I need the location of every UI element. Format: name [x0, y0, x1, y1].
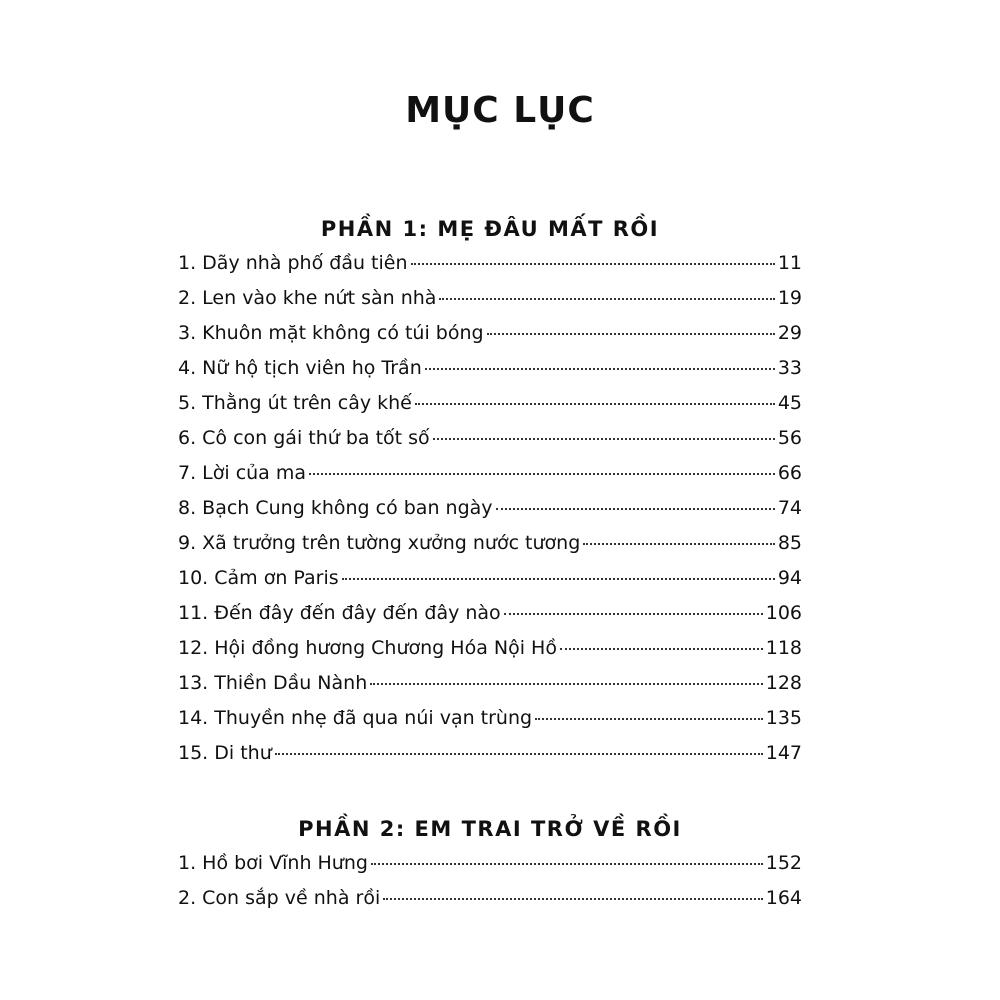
- dot-leader: [439, 298, 774, 300]
- toc-entry-list: [178, 846, 802, 916]
- dot-leader: [496, 508, 775, 510]
- dot-leader: [415, 403, 775, 405]
- toc-entry-title: 13. Thiền Dầu Nành: [178, 672, 368, 694]
- toc-entry-page-number: 11: [777, 252, 802, 274]
- toc-entry-title: 14. Thuyền nhẹ đã qua núi vạn trùng: [178, 707, 533, 729]
- toc-entry-page-number: 85: [777, 532, 802, 554]
- dot-leader: [370, 683, 762, 685]
- section-part-1: [178, 212, 802, 771]
- dot-leader: [583, 543, 775, 545]
- toc-entry-page-number: 128: [765, 672, 802, 694]
- toc-entry-page-number: 29: [777, 322, 802, 344]
- dot-leader: [425, 368, 775, 370]
- toc-entry[interactable]: [178, 386, 802, 421]
- toc-entry[interactable]: [178, 526, 802, 561]
- toc-entry-page-number: 19: [777, 287, 802, 309]
- section-heading: PHẦN 2: EM TRAI TRỞ VỀ RỒI: [298, 817, 682, 841]
- toc-entry[interactable]: [178, 561, 802, 596]
- toc-entry-page-number: 33: [777, 357, 802, 379]
- dot-leader: [275, 753, 763, 755]
- toc-entry[interactable]: [178, 881, 802, 916]
- toc-entry-title: 2. Con sắp về nhà rồi: [178, 887, 381, 909]
- toc-entry-page-number: 74: [777, 497, 802, 519]
- toc-entry-page-number: 118: [765, 637, 802, 659]
- toc-entry[interactable]: [178, 631, 802, 666]
- toc-entry-title: 1. Dãy nhà phố đầu tiên: [178, 252, 408, 274]
- toc-entry-title: 8. Bạch Cung không có ban ngày: [178, 497, 493, 519]
- dot-leader: [371, 863, 763, 865]
- toc-entry-title: 3. Khuôn mặt không có túi bóng: [178, 322, 484, 344]
- toc-entry[interactable]: [178, 736, 802, 771]
- toc-entry-title: 15. Di thư: [178, 742, 272, 764]
- toc-entry-page-number: 147: [765, 742, 802, 764]
- dot-leader: [504, 613, 763, 615]
- toc-entry-page-number: 94: [777, 567, 802, 589]
- toc-entry[interactable]: [178, 846, 802, 881]
- toc-entry-page-number: 152: [765, 852, 802, 874]
- toc-entry-title: 6. Cô con gái thứ ba tốt số: [178, 427, 430, 449]
- toc-entry-page-number: 164: [765, 887, 802, 909]
- section-part-2: [178, 812, 802, 916]
- toc-entry[interactable]: [178, 666, 802, 701]
- section-heading: PHẦN 1: MẸ ĐÂU MẤT RỒI: [320, 217, 660, 241]
- dot-leader: [342, 578, 775, 580]
- page-title: MỤC LỤC: [405, 90, 595, 131]
- toc-entry-title: 10. Cảm ơn Paris: [178, 567, 339, 589]
- toc-entry-title: 9. Xã trưởng trên tường xưởng nước tương: [178, 532, 581, 554]
- dot-leader: [433, 438, 775, 440]
- toc-entry-title: 1. Hồ bơi Vĩnh Hưng: [178, 852, 368, 874]
- toc-entry[interactable]: [178, 281, 802, 316]
- toc-entry-title: 4. Nữ hộ tịch viên họ Trần: [178, 357, 422, 379]
- toc-entry[interactable]: [178, 351, 802, 386]
- toc-entry[interactable]: [178, 246, 802, 281]
- toc-entry-page-number: 135: [765, 707, 802, 729]
- toc-entry[interactable]: [178, 421, 802, 456]
- dot-leader: [560, 648, 763, 650]
- toc-entry-page-number: 106: [765, 602, 802, 624]
- dot-leader: [309, 473, 775, 475]
- toc-entry[interactable]: [178, 701, 802, 736]
- toc-entry[interactable]: [178, 491, 802, 526]
- toc-entry-title: 11. Đến đây đến đây đến đây nào: [178, 602, 501, 624]
- dot-leader: [487, 333, 775, 335]
- toc-entry[interactable]: [178, 456, 802, 491]
- toc-entry-list: [178, 246, 802, 771]
- toc-entry-title: 7. Lời của ma: [178, 462, 307, 484]
- toc-entry[interactable]: [178, 596, 802, 631]
- toc-entry-title: 12. Hội đồng hương Chương Hóa Nội Hồ: [178, 637, 557, 659]
- dot-leader: [383, 898, 762, 900]
- toc-entry-page-number: 45: [777, 392, 802, 414]
- toc-entry[interactable]: [178, 316, 802, 351]
- toc-entry-page-number: 56: [777, 427, 802, 449]
- toc-entry-title: 5. Thằng út trên cây khế: [178, 392, 412, 414]
- toc-entry-page-number: 66: [777, 462, 802, 484]
- dot-leader: [535, 718, 763, 720]
- dot-leader: [411, 263, 775, 265]
- toc-entry-title: 2. Len vào khe nứt sàn nhà: [178, 287, 437, 309]
